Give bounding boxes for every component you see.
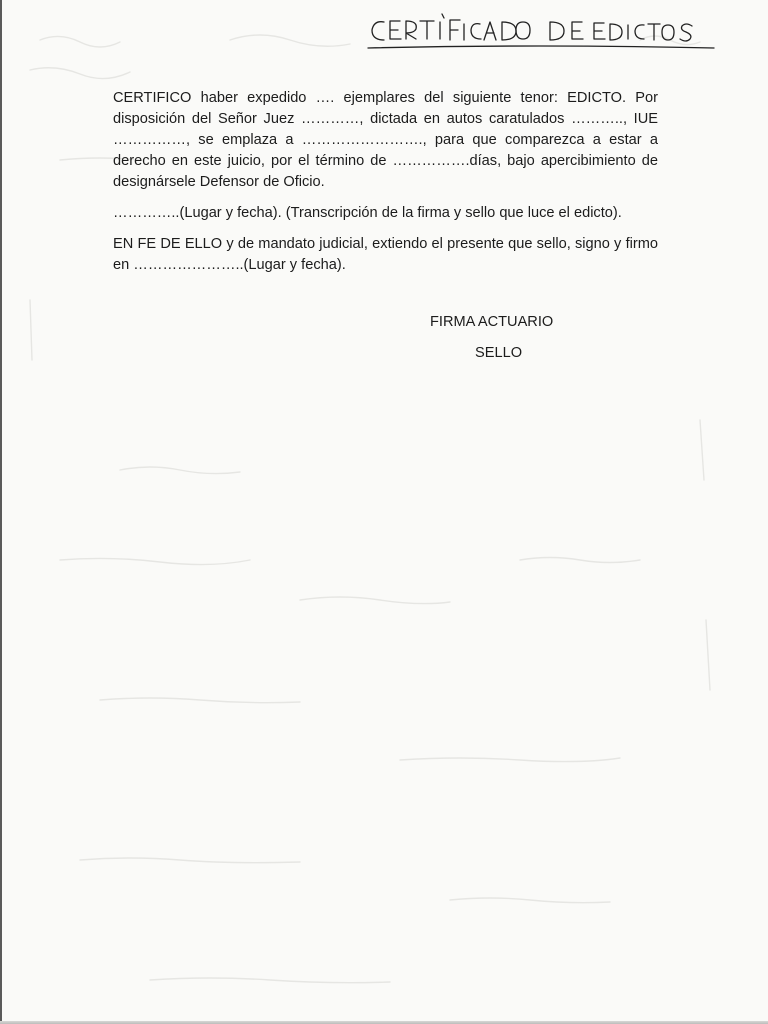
place-date-transcription-line: …………..(Lugar y fecha). (Transcripción de la firma y sello que luce el edicto).	[113, 205, 622, 221]
certificate-paragraph: CERTIFICO haber expedido …. ejemplares del siguiente tenor: EDICTO. Por disposición del Señor Juez …………, dictada en autos caratulados ……….., IUE ……………, se emplaza a ……………………., para que comparezca a estar a derecho en este juicio, por el término de …………….días, bajo apercibimiento de designársele Defensor de Oficio.	[113, 90, 658, 190]
handwritten-title	[362, 8, 720, 56]
certificate-body	[113, 88, 658, 286]
handwritten-title-drawing	[362, 8, 720, 56]
sello-label: SELLO	[475, 345, 523, 361]
signature-block	[430, 312, 630, 364]
attestation-paragraph: EN FE DE ELLO y de mandato judicial, extiendo el presente que sello, signo y firmo en …………………..(Lugar y fecha).	[113, 236, 658, 273]
firma-actuario-label: FIRMA ACTUARIO	[430, 314, 554, 330]
